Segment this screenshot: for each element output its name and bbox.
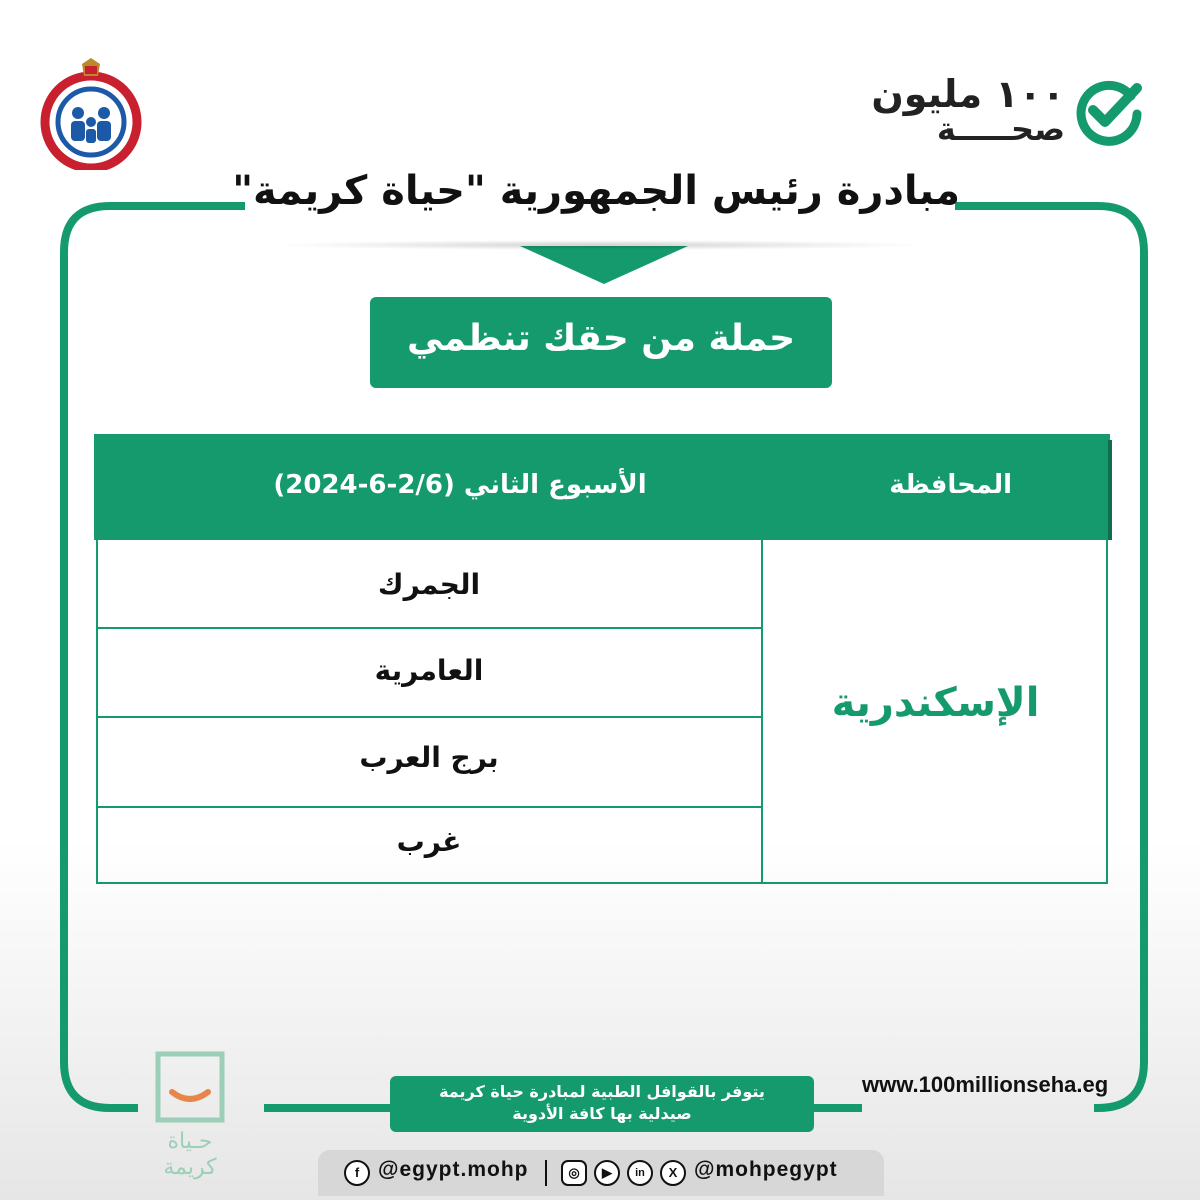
footer-note-line1: يتوفر بالقوافل الطبية لمبادرة حياة كريمة [439, 1082, 765, 1101]
governorate-cell: الإسكندرية [831, 680, 1040, 726]
social-divider [545, 1160, 547, 1186]
table-row-district: الجمرك [377, 568, 481, 601]
brand-name-line2: صحـــــة [936, 110, 1065, 148]
footer-note-line2: صيدلية بها كافة الأدوية [512, 1104, 692, 1123]
checkmark-icon [1071, 74, 1145, 148]
svg-text:حـياة: حـياة [167, 1129, 213, 1154]
x-icon[interactable]: X [660, 1160, 686, 1186]
table-row-district: برج العرب [359, 741, 499, 774]
100-million-seha-logo [871, 70, 1145, 150]
campaign-title: حملة من حقك تنظمي [406, 318, 796, 359]
table-row-district: غرب [396, 825, 462, 858]
brand-name-line1: ١٠٠ مليون [871, 72, 1065, 116]
svg-text:كريمة: كريمة [163, 1155, 217, 1180]
table-header-edge [1108, 440, 1112, 540]
social-handle[interactable]: @mohpegypt [694, 1158, 838, 1181]
instagram-icon[interactable]: ◎ [561, 1160, 587, 1186]
table-row-divider [96, 627, 762, 629]
column-header-week: الأسبوع الثاني (2/6-6-2024) [273, 470, 647, 500]
youtube-icon[interactable]: ▶ [594, 1160, 620, 1186]
ministry-of-health-logo [38, 58, 144, 170]
facebook-handle[interactable]: @egypt.mohp [378, 1158, 529, 1181]
table-row-district: العامرية [374, 654, 484, 687]
facebook-icon[interactable]: f [344, 1160, 370, 1186]
column-header-governorate: المحافظة [889, 470, 1012, 500]
initiative-title: مبادرة رئيس الجمهورية "حياة كريمة" [232, 168, 960, 214]
hayah-karima-logo [138, 1050, 248, 1190]
table-row-divider [96, 806, 762, 808]
website-link[interactable]: www.100millionseha.eg [862, 1072, 1109, 1097]
title-underline-shadow [270, 240, 930, 250]
linkedin-icon[interactable]: in [627, 1160, 653, 1186]
table-row-divider [96, 716, 762, 718]
